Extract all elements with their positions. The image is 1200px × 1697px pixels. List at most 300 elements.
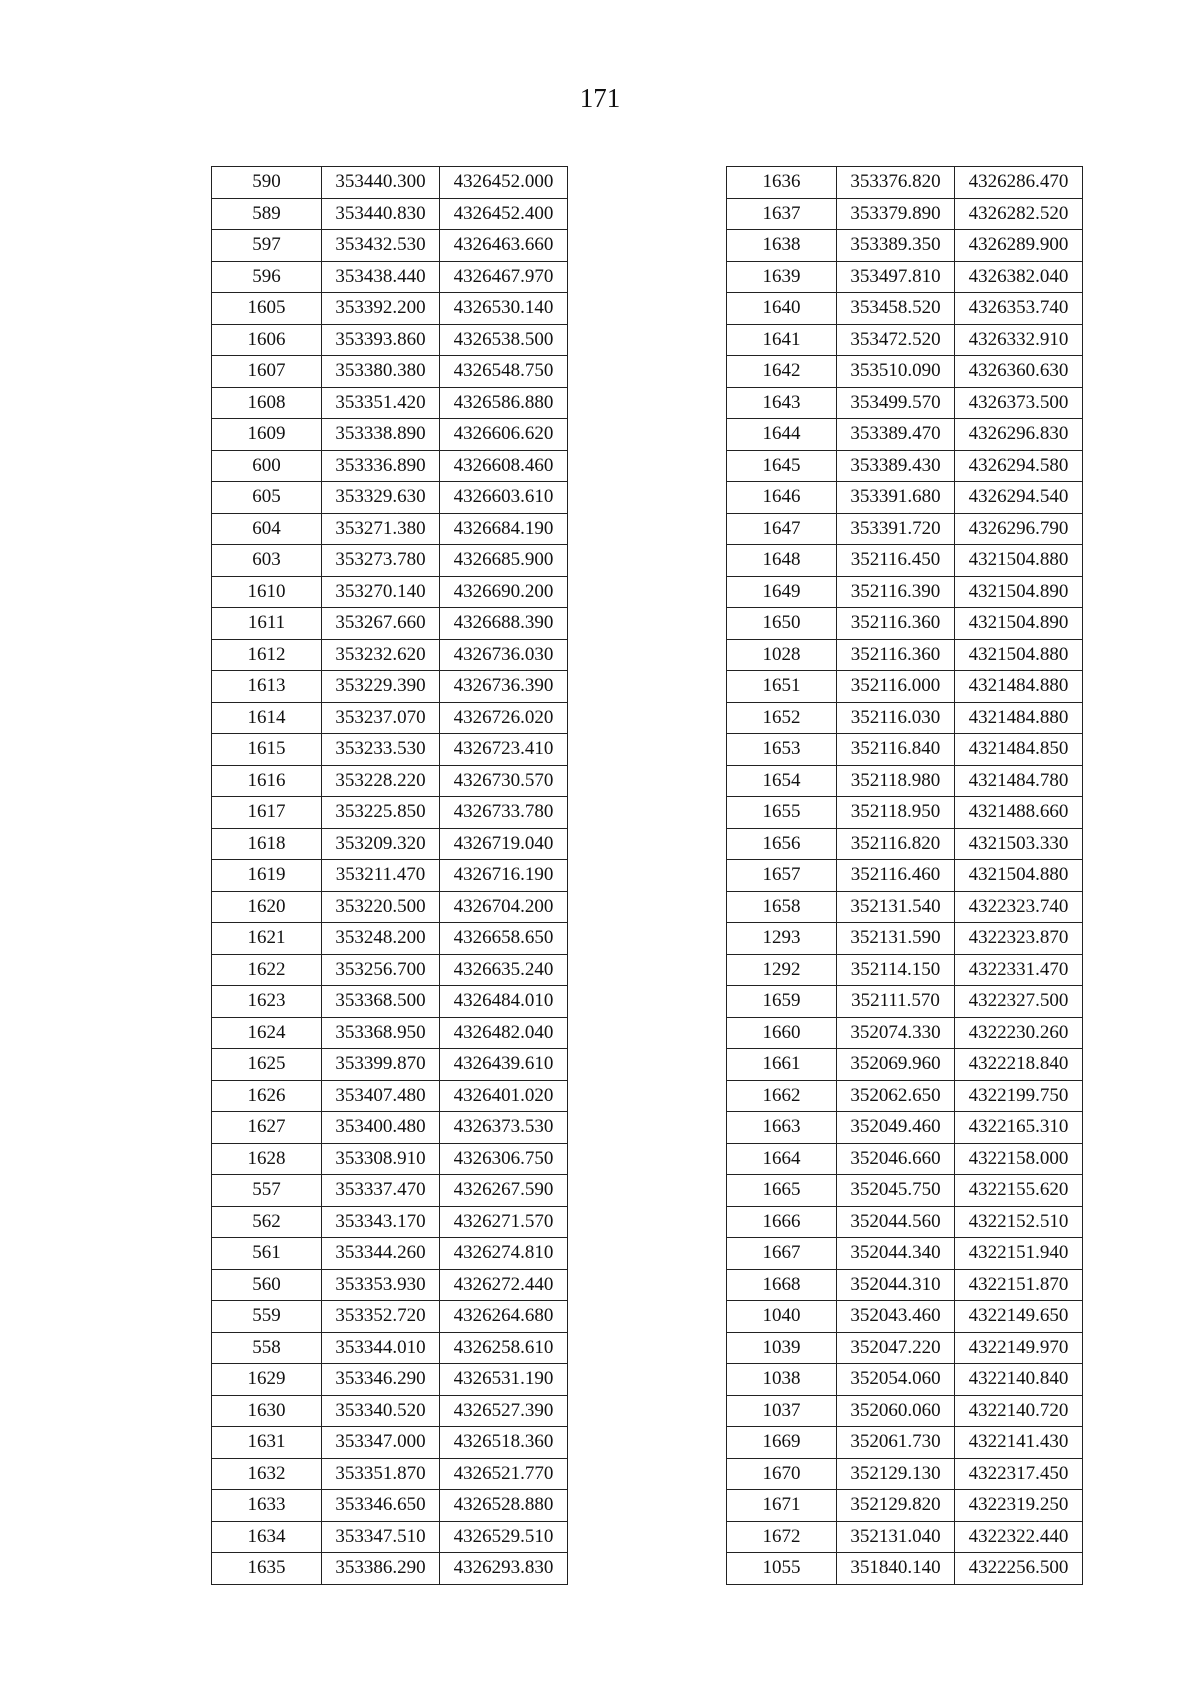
table-row xyxy=(727,356,1083,388)
point-number-cell: 1657 xyxy=(727,860,837,892)
point-number-cell: 1636 xyxy=(727,167,837,199)
x-coordinate-cell: 352116.000 xyxy=(837,671,955,703)
table-row xyxy=(212,513,568,545)
point-number-cell: 1613 xyxy=(212,671,322,703)
y-coordinate-cell: 4326518.360 xyxy=(440,1427,568,1459)
y-coordinate-cell: 4326548.750 xyxy=(440,356,568,388)
table-row xyxy=(212,545,568,577)
point-number-cell: 1625 xyxy=(212,1049,322,1081)
point-number-cell: 1634 xyxy=(212,1521,322,1553)
x-coordinate-cell: 353237.070 xyxy=(322,702,440,734)
point-number-cell: 1652 xyxy=(727,702,837,734)
point-number-cell: 1609 xyxy=(212,419,322,451)
x-coordinate-cell: 353256.700 xyxy=(322,954,440,986)
table-row xyxy=(727,797,1083,829)
point-number-cell: 1662 xyxy=(727,1080,837,1112)
y-coordinate-cell: 4326296.830 xyxy=(955,419,1083,451)
point-number-cell: 1292 xyxy=(727,954,837,986)
point-number-cell: 1641 xyxy=(727,324,837,356)
point-number-cell: 1039 xyxy=(727,1332,837,1364)
x-coordinate-cell: 353248.200 xyxy=(322,923,440,955)
x-coordinate-cell: 352044.310 xyxy=(837,1269,955,1301)
point-number-cell: 1661 xyxy=(727,1049,837,1081)
x-coordinate-cell: 353391.720 xyxy=(837,513,955,545)
y-coordinate-cell: 4322199.750 xyxy=(955,1080,1083,1112)
point-number-cell: 1621 xyxy=(212,923,322,955)
x-coordinate-cell: 352074.330 xyxy=(837,1017,955,1049)
point-number-cell: 589 xyxy=(212,198,322,230)
table-row xyxy=(727,923,1083,955)
table-row xyxy=(727,198,1083,230)
x-coordinate-cell: 353270.140 xyxy=(322,576,440,608)
x-coordinate-cell: 353432.530 xyxy=(322,230,440,262)
x-coordinate-cell: 352049.460 xyxy=(837,1112,955,1144)
table-row xyxy=(727,1395,1083,1427)
table-row xyxy=(212,797,568,829)
x-coordinate-cell: 353273.780 xyxy=(322,545,440,577)
table-row xyxy=(212,450,568,482)
y-coordinate-cell: 4326690.200 xyxy=(440,576,568,608)
x-coordinate-cell: 353440.830 xyxy=(322,198,440,230)
point-number-cell: 604 xyxy=(212,513,322,545)
x-coordinate-cell: 353391.680 xyxy=(837,482,955,514)
table-row xyxy=(727,986,1083,1018)
table-row xyxy=(727,1458,1083,1490)
x-coordinate-cell: 353228.220 xyxy=(322,765,440,797)
x-coordinate-cell: 353271.380 xyxy=(322,513,440,545)
y-coordinate-cell: 4322323.740 xyxy=(955,891,1083,923)
point-number-cell: 1655 xyxy=(727,797,837,829)
table-row xyxy=(212,576,568,608)
y-coordinate-cell: 4321484.850 xyxy=(955,734,1083,766)
y-coordinate-cell: 4326723.410 xyxy=(440,734,568,766)
y-coordinate-cell: 4326528.880 xyxy=(440,1490,568,1522)
y-coordinate-cell: 4326267.590 xyxy=(440,1175,568,1207)
point-number-cell: 1627 xyxy=(212,1112,322,1144)
table-row xyxy=(212,198,568,230)
x-coordinate-cell: 353347.000 xyxy=(322,1427,440,1459)
x-coordinate-cell: 353343.170 xyxy=(322,1206,440,1238)
y-coordinate-cell: 4322149.650 xyxy=(955,1301,1083,1333)
point-number-cell: 1605 xyxy=(212,293,322,325)
table-row xyxy=(727,1080,1083,1112)
table-row xyxy=(212,923,568,955)
table-row xyxy=(212,356,568,388)
point-number-cell: 1640 xyxy=(727,293,837,325)
point-number-cell: 597 xyxy=(212,230,322,262)
y-coordinate-cell: 4326603.610 xyxy=(440,482,568,514)
table-row xyxy=(212,1017,568,1049)
y-coordinate-cell: 4321488.660 xyxy=(955,797,1083,829)
x-coordinate-cell: 353351.420 xyxy=(322,387,440,419)
point-number-cell: 1631 xyxy=(212,1427,322,1459)
point-number-cell: 605 xyxy=(212,482,322,514)
point-number-cell: 1647 xyxy=(727,513,837,545)
point-number-cell: 1611 xyxy=(212,608,322,640)
y-coordinate-cell: 4326733.780 xyxy=(440,797,568,829)
y-coordinate-cell: 4326606.620 xyxy=(440,419,568,451)
point-number-cell: 1608 xyxy=(212,387,322,419)
x-coordinate-cell: 353344.010 xyxy=(322,1332,440,1364)
table-row xyxy=(727,261,1083,293)
table-row xyxy=(212,482,568,514)
point-number-cell: 596 xyxy=(212,261,322,293)
y-coordinate-cell: 4326282.520 xyxy=(955,198,1083,230)
point-number-cell: 1037 xyxy=(727,1395,837,1427)
table-row xyxy=(727,702,1083,734)
point-number-cell: 562 xyxy=(212,1206,322,1238)
table-row xyxy=(212,765,568,797)
table-row xyxy=(212,1332,568,1364)
point-number-cell: 1615 xyxy=(212,734,322,766)
table-row xyxy=(212,1143,568,1175)
table-row xyxy=(727,639,1083,671)
y-coordinate-cell: 4326373.530 xyxy=(440,1112,568,1144)
point-number-cell: 1671 xyxy=(727,1490,837,1522)
table-row xyxy=(212,167,568,199)
table-row xyxy=(727,1490,1083,1522)
y-coordinate-cell: 4322141.430 xyxy=(955,1427,1083,1459)
table-row xyxy=(727,1206,1083,1238)
y-coordinate-cell: 4321504.880 xyxy=(955,639,1083,671)
point-number-cell: 1633 xyxy=(212,1490,322,1522)
table-row xyxy=(727,513,1083,545)
point-number-cell: 1649 xyxy=(727,576,837,608)
x-coordinate-cell: 353407.480 xyxy=(322,1080,440,1112)
y-coordinate-cell: 4321484.880 xyxy=(955,671,1083,703)
y-coordinate-cell: 4326467.970 xyxy=(440,261,568,293)
table-row xyxy=(212,1269,568,1301)
x-coordinate-cell: 353232.620 xyxy=(322,639,440,671)
page-number: 171 xyxy=(579,83,621,113)
y-coordinate-cell: 4326271.570 xyxy=(440,1206,568,1238)
table-row xyxy=(727,1364,1083,1396)
point-number-cell: 1650 xyxy=(727,608,837,640)
y-coordinate-cell: 4326736.390 xyxy=(440,671,568,703)
table-row xyxy=(727,1553,1083,1585)
y-coordinate-cell: 4322317.450 xyxy=(955,1458,1083,1490)
table-row xyxy=(727,482,1083,514)
x-coordinate-cell: 352116.360 xyxy=(837,639,955,671)
x-coordinate-cell: 352062.650 xyxy=(837,1080,955,1112)
y-coordinate-cell: 4326289.900 xyxy=(955,230,1083,262)
y-coordinate-cell: 4326685.900 xyxy=(440,545,568,577)
x-coordinate-cell: 353220.500 xyxy=(322,891,440,923)
x-coordinate-cell: 352047.220 xyxy=(837,1332,955,1364)
y-coordinate-cell: 4326264.680 xyxy=(440,1301,568,1333)
table-row xyxy=(727,1238,1083,1270)
y-coordinate-cell: 4326293.830 xyxy=(440,1553,568,1585)
table-row xyxy=(727,1175,1083,1207)
y-coordinate-cell: 4326296.790 xyxy=(955,513,1083,545)
y-coordinate-cell: 4326716.190 xyxy=(440,860,568,892)
y-coordinate-cell: 4322151.940 xyxy=(955,1238,1083,1270)
coordinates-table-right xyxy=(726,166,1083,1585)
x-coordinate-cell: 352116.360 xyxy=(837,608,955,640)
table-row xyxy=(727,167,1083,199)
table-row xyxy=(727,1301,1083,1333)
table-row xyxy=(727,734,1083,766)
table-row xyxy=(212,891,568,923)
table-row xyxy=(727,765,1083,797)
x-coordinate-cell: 352043.460 xyxy=(837,1301,955,1333)
x-coordinate-cell: 353389.430 xyxy=(837,450,955,482)
coordinates-table-body xyxy=(727,167,1083,1585)
x-coordinate-cell: 352116.460 xyxy=(837,860,955,892)
x-coordinate-cell: 352044.560 xyxy=(837,1206,955,1238)
y-coordinate-cell: 4326258.610 xyxy=(440,1332,568,1364)
point-number-cell: 558 xyxy=(212,1332,322,1364)
y-coordinate-cell: 4322218.840 xyxy=(955,1049,1083,1081)
point-number-cell: 561 xyxy=(212,1238,322,1270)
table-row xyxy=(727,1332,1083,1364)
y-coordinate-cell: 4326294.540 xyxy=(955,482,1083,514)
point-number-cell: 560 xyxy=(212,1269,322,1301)
point-number-cell: 590 xyxy=(212,167,322,199)
y-coordinate-cell: 4321504.890 xyxy=(955,576,1083,608)
y-coordinate-cell: 4321504.890 xyxy=(955,608,1083,640)
table-row xyxy=(212,1490,568,1522)
x-coordinate-cell: 352044.340 xyxy=(837,1238,955,1270)
point-number-cell: 1660 xyxy=(727,1017,837,1049)
x-coordinate-cell: 353337.470 xyxy=(322,1175,440,1207)
point-number-cell: 1659 xyxy=(727,986,837,1018)
table-row xyxy=(727,450,1083,482)
y-coordinate-cell: 4326294.580 xyxy=(955,450,1083,482)
y-coordinate-cell: 4326353.740 xyxy=(955,293,1083,325)
point-number-cell: 1646 xyxy=(727,482,837,514)
x-coordinate-cell: 353472.520 xyxy=(837,324,955,356)
point-number-cell: 1658 xyxy=(727,891,837,923)
y-coordinate-cell: 4326286.470 xyxy=(955,167,1083,199)
table-row xyxy=(212,324,568,356)
point-number-cell: 1643 xyxy=(727,387,837,419)
x-coordinate-cell: 353352.720 xyxy=(322,1301,440,1333)
point-number-cell: 1610 xyxy=(212,576,322,608)
table-row xyxy=(212,639,568,671)
point-number-cell: 1644 xyxy=(727,419,837,451)
y-coordinate-cell: 4326635.240 xyxy=(440,954,568,986)
y-coordinate-cell: 4322155.620 xyxy=(955,1175,1083,1207)
point-number-cell: 1620 xyxy=(212,891,322,923)
point-number-cell: 600 xyxy=(212,450,322,482)
table-row xyxy=(727,671,1083,703)
table-row xyxy=(212,702,568,734)
x-coordinate-cell: 353353.930 xyxy=(322,1269,440,1301)
y-coordinate-cell: 4326521.770 xyxy=(440,1458,568,1490)
table-row xyxy=(212,1458,568,1490)
x-coordinate-cell: 353346.290 xyxy=(322,1364,440,1396)
y-coordinate-cell: 4326527.390 xyxy=(440,1395,568,1427)
point-number-cell: 1607 xyxy=(212,356,322,388)
point-number-cell: 1612 xyxy=(212,639,322,671)
x-coordinate-cell: 352111.570 xyxy=(837,986,955,1018)
y-coordinate-cell: 4322327.500 xyxy=(955,986,1083,1018)
point-number-cell: 1040 xyxy=(727,1301,837,1333)
point-number-cell: 1664 xyxy=(727,1143,837,1175)
point-number-cell: 1668 xyxy=(727,1269,837,1301)
y-coordinate-cell: 4326538.500 xyxy=(440,324,568,356)
table-row xyxy=(212,293,568,325)
point-number-cell: 1028 xyxy=(727,639,837,671)
x-coordinate-cell: 352116.450 xyxy=(837,545,955,577)
y-coordinate-cell: 4326306.750 xyxy=(440,1143,568,1175)
point-number-cell: 1656 xyxy=(727,828,837,860)
y-coordinate-cell: 4326274.810 xyxy=(440,1238,568,1270)
y-coordinate-cell: 4322140.720 xyxy=(955,1395,1083,1427)
y-coordinate-cell: 4326608.460 xyxy=(440,450,568,482)
table-row xyxy=(212,261,568,293)
x-coordinate-cell: 353368.500 xyxy=(322,986,440,1018)
y-coordinate-cell: 4321484.880 xyxy=(955,702,1083,734)
point-number-cell: 1665 xyxy=(727,1175,837,1207)
y-coordinate-cell: 4322322.440 xyxy=(955,1521,1083,1553)
y-coordinate-cell: 4322151.870 xyxy=(955,1269,1083,1301)
x-coordinate-cell: 352129.820 xyxy=(837,1490,955,1522)
x-coordinate-cell: 353380.380 xyxy=(322,356,440,388)
x-coordinate-cell: 353347.510 xyxy=(322,1521,440,1553)
table-row xyxy=(212,671,568,703)
point-number-cell: 1630 xyxy=(212,1395,322,1427)
table-row xyxy=(212,986,568,1018)
table-row xyxy=(212,1175,568,1207)
table-row xyxy=(212,954,568,986)
coordinates-table-left xyxy=(211,166,568,1585)
y-coordinate-cell: 4326530.140 xyxy=(440,293,568,325)
y-coordinate-cell: 4322140.840 xyxy=(955,1364,1083,1396)
point-number-cell: 1617 xyxy=(212,797,322,829)
table-row xyxy=(212,860,568,892)
point-number-cell: 1624 xyxy=(212,1017,322,1049)
x-coordinate-cell: 352054.060 xyxy=(837,1364,955,1396)
point-number-cell: 1653 xyxy=(727,734,837,766)
coordinates-table-body xyxy=(212,167,568,1585)
y-coordinate-cell: 4326463.660 xyxy=(440,230,568,262)
x-coordinate-cell: 353351.870 xyxy=(322,1458,440,1490)
x-coordinate-cell: 352061.730 xyxy=(837,1427,955,1459)
y-coordinate-cell: 4322319.250 xyxy=(955,1490,1083,1522)
point-number-cell: 1614 xyxy=(212,702,322,734)
point-number-cell: 1632 xyxy=(212,1458,322,1490)
y-coordinate-cell: 4326332.910 xyxy=(955,324,1083,356)
table-row xyxy=(212,828,568,860)
x-coordinate-cell: 353225.850 xyxy=(322,797,440,829)
point-number-cell: 1623 xyxy=(212,986,322,1018)
table-row xyxy=(727,1269,1083,1301)
table-row xyxy=(212,387,568,419)
point-number-cell: 1619 xyxy=(212,860,322,892)
y-coordinate-cell: 4326482.040 xyxy=(440,1017,568,1049)
x-coordinate-cell: 353440.300 xyxy=(322,167,440,199)
table-row xyxy=(727,1427,1083,1459)
point-number-cell: 1055 xyxy=(727,1553,837,1585)
y-coordinate-cell: 4326704.200 xyxy=(440,891,568,923)
x-coordinate-cell: 352046.660 xyxy=(837,1143,955,1175)
point-number-cell: 1616 xyxy=(212,765,322,797)
x-coordinate-cell: 352114.150 xyxy=(837,954,955,986)
x-coordinate-cell: 353211.470 xyxy=(322,860,440,892)
x-coordinate-cell: 353368.950 xyxy=(322,1017,440,1049)
y-coordinate-cell: 4326439.610 xyxy=(440,1049,568,1081)
x-coordinate-cell: 353386.290 xyxy=(322,1553,440,1585)
x-coordinate-cell: 352116.030 xyxy=(837,702,955,734)
x-coordinate-cell: 353392.200 xyxy=(322,293,440,325)
point-number-cell: 1639 xyxy=(727,261,837,293)
table-row xyxy=(212,1427,568,1459)
table-row xyxy=(212,1049,568,1081)
table-row xyxy=(212,230,568,262)
point-number-cell: 559 xyxy=(212,1301,322,1333)
x-coordinate-cell: 352116.840 xyxy=(837,734,955,766)
y-coordinate-cell: 4326382.040 xyxy=(955,261,1083,293)
point-number-cell: 1654 xyxy=(727,765,837,797)
y-coordinate-cell: 4322149.970 xyxy=(955,1332,1083,1364)
y-coordinate-cell: 4326452.400 xyxy=(440,198,568,230)
table-row xyxy=(727,1049,1083,1081)
point-number-cell: 1645 xyxy=(727,450,837,482)
point-number-cell: 1293 xyxy=(727,923,837,955)
y-coordinate-cell: 4322256.500 xyxy=(955,1553,1083,1585)
x-coordinate-cell: 352118.950 xyxy=(837,797,955,829)
x-coordinate-cell: 352116.390 xyxy=(837,576,955,608)
x-coordinate-cell: 352045.750 xyxy=(837,1175,955,1207)
table-row xyxy=(212,1238,568,1270)
x-coordinate-cell: 353233.530 xyxy=(322,734,440,766)
x-coordinate-cell: 352129.130 xyxy=(837,1458,955,1490)
point-number-cell: 603 xyxy=(212,545,322,577)
point-number-cell: 1606 xyxy=(212,324,322,356)
point-number-cell: 1635 xyxy=(212,1553,322,1585)
y-coordinate-cell: 4326401.020 xyxy=(440,1080,568,1112)
point-number-cell: 1663 xyxy=(727,1112,837,1144)
table-row xyxy=(727,387,1083,419)
table-row xyxy=(212,1395,568,1427)
table-row xyxy=(212,1364,568,1396)
x-coordinate-cell: 352131.040 xyxy=(837,1521,955,1553)
x-coordinate-cell: 353379.890 xyxy=(837,198,955,230)
y-coordinate-cell: 4326272.440 xyxy=(440,1269,568,1301)
y-coordinate-cell: 4326531.190 xyxy=(440,1364,568,1396)
point-number-cell: 557 xyxy=(212,1175,322,1207)
y-coordinate-cell: 4326529.510 xyxy=(440,1521,568,1553)
y-coordinate-cell: 4326736.030 xyxy=(440,639,568,671)
x-coordinate-cell: 353329.630 xyxy=(322,482,440,514)
x-coordinate-cell: 353510.090 xyxy=(837,356,955,388)
x-coordinate-cell: 353497.810 xyxy=(837,261,955,293)
table-row xyxy=(727,1112,1083,1144)
x-coordinate-cell: 352116.820 xyxy=(837,828,955,860)
table-row xyxy=(212,419,568,451)
table-row xyxy=(212,1112,568,1144)
x-coordinate-cell: 353340.520 xyxy=(322,1395,440,1427)
y-coordinate-cell: 4322331.470 xyxy=(955,954,1083,986)
table-row xyxy=(727,576,1083,608)
x-coordinate-cell: 352118.980 xyxy=(837,765,955,797)
y-coordinate-cell: 4326360.630 xyxy=(955,356,1083,388)
table-row xyxy=(727,1017,1083,1049)
x-coordinate-cell: 353389.350 xyxy=(837,230,955,262)
point-number-cell: 1038 xyxy=(727,1364,837,1396)
point-number-cell: 1638 xyxy=(727,230,837,262)
y-coordinate-cell: 4326726.020 xyxy=(440,702,568,734)
x-coordinate-cell: 353458.520 xyxy=(837,293,955,325)
y-coordinate-cell: 4322158.000 xyxy=(955,1143,1083,1175)
point-number-cell: 1642 xyxy=(727,356,837,388)
x-coordinate-cell: 353338.890 xyxy=(322,419,440,451)
x-coordinate-cell: 352131.590 xyxy=(837,923,955,955)
y-coordinate-cell: 4321504.880 xyxy=(955,860,1083,892)
table-row xyxy=(727,860,1083,892)
